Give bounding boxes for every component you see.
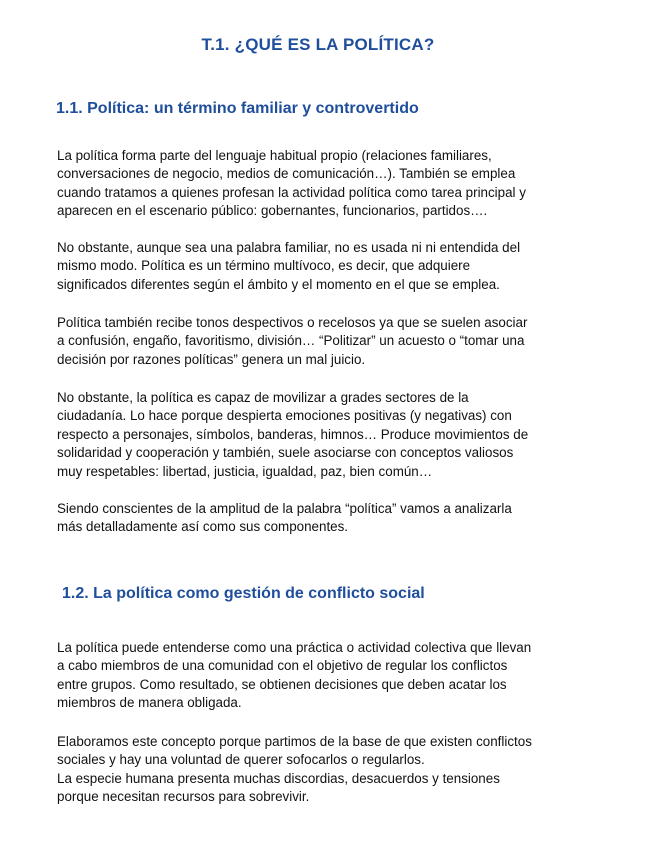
text-line: porque necesitan recursos para sobrevivir. — [57, 789, 310, 805]
text-line: a confusión, engaño, favoritismo, división… “Politizar” un acuesto o “tomar una — [57, 333, 525, 349]
text-line: sociales y hay una voluntad de querer sofocarlos o regularlos. — [57, 752, 425, 768]
paragraph-5 — [57, 500, 632, 537]
text-line: miembros de manera obligada. — [57, 695, 242, 711]
paragraph-2 — [57, 239, 632, 294]
paragraph-1 — [57, 147, 632, 221]
section-heading-1-1: 1.1. Política: un término familiar y controvertido — [56, 100, 419, 117]
text-line: La política forma parte del lenguaje habitual propio (relaciones familiares, — [57, 148, 492, 163]
text-line: No obstante, la política es capaz de movilizar a grades sectores de la — [57, 390, 469, 405]
text-line: La política puede entenderse como una práctica o actividad colectiva que llevan — [57, 640, 532, 655]
text-line: conversaciones de negocio, medios de comunicación…). También se emplea — [57, 166, 516, 182]
text-line: muy respetables: libertad, justicia, igualdad, paz, bien común… — [57, 463, 433, 479]
text-line: a cabo miembros de una comunidad con el objetivo de regular los conflictos — [57, 658, 508, 674]
text-line: entre grupos. Como resultado, se obtienen decisiones que deben acatar los — [57, 676, 507, 692]
text-line: mismo modo. Política es un término multívoco, es decir, que adquiere — [57, 258, 471, 274]
text-line: Política también recibe tonos despectivos o recelosos ya que se suelen asociar — [57, 315, 528, 330]
text-line: ciudadanía. Lo hace porque despierta emociones positivas (y negativas) con — [57, 408, 512, 424]
text-line: cuando tratamos a quienes profesan la actividad política como tarea principal y — [57, 184, 526, 200]
text-line: No obstante, aunque sea una palabra familiar, no es usada ni ni entendida del — [57, 240, 521, 255]
text-line: solidaridad y cooperación y también, suele asociarse con conceptos valiosos — [57, 445, 514, 461]
text-line: respecto a personajes, símbolos, banderas, himnos… Produce movimientos de — [57, 426, 529, 442]
section-heading-1-2: 1.2. La política como gestión de conflicto social — [62, 585, 425, 602]
text-line: decisión por razones políticas” genera un mal juicio. — [57, 351, 366, 367]
text-line: Siendo conscientes de la amplitud de la palabra “política” vamos a analizarla — [57, 501, 512, 516]
page-title: T.1. ¿QUÉ ES LA POLÍTICA? — [201, 35, 435, 54]
paragraph-7 — [57, 733, 632, 807]
paragraph-3 — [57, 314, 632, 369]
text-line: aparecen en el escenario público: gobernantes, funcionarios, partidos…. — [57, 203, 488, 219]
paragraph-4 — [57, 389, 632, 481]
text-line: La especie humana presenta muchas discordias, desacuerdos y tensiones — [57, 770, 500, 786]
text-line: Elaboramos este concepto porque partimos de la base de que existen conflictos — [57, 734, 532, 749]
text-line: significados diferentes según el ámbito y el momento en el que se emplea. — [57, 276, 500, 292]
text-line: más detalladamente así como sus componentes. — [57, 519, 349, 535]
paragraph-6 — [57, 639, 632, 713]
